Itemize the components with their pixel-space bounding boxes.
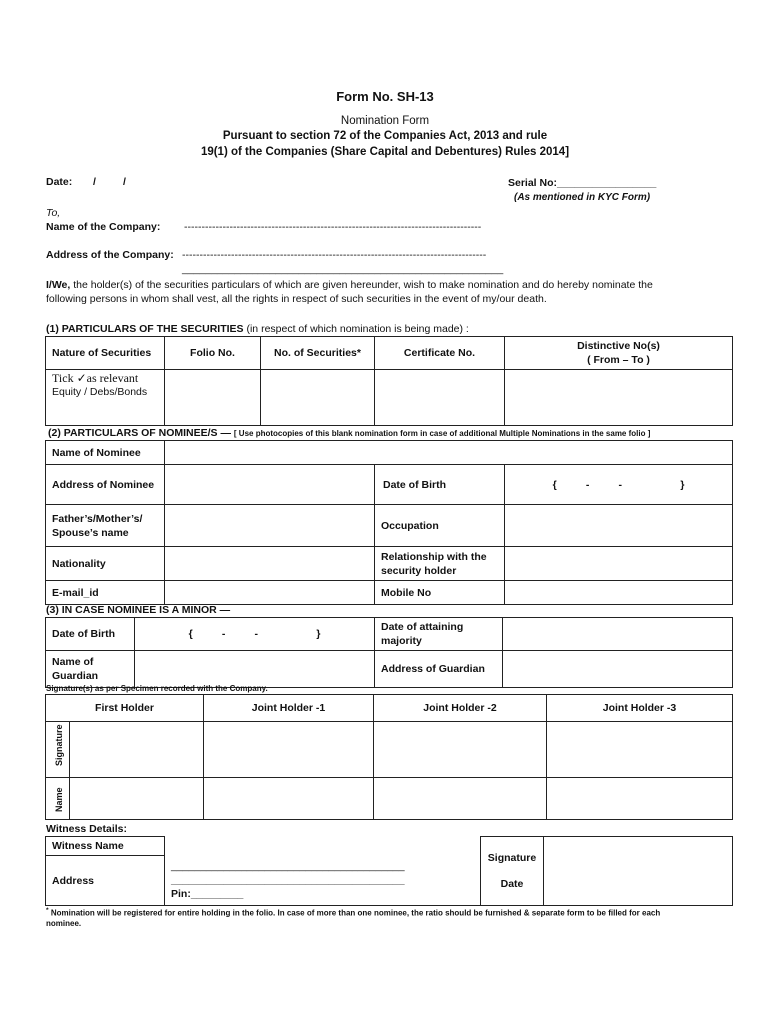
joint-holder-1-name[interactable]	[204, 778, 374, 820]
serial-number-field[interactable]: Serial No:_________________	[508, 177, 657, 189]
witness-name-input[interactable]	[165, 837, 481, 856]
minor-majority-line2: majority	[381, 635, 422, 647]
date-label: Date:	[46, 176, 73, 188]
company-address-field-2[interactable]: _______________________________________________________	[182, 263, 504, 275]
nominee-relationship-line2: security holder	[381, 564, 457, 577]
first-holder-name[interactable]	[70, 778, 204, 820]
form-subtitle-line1: Pursuant to section 72 of the Companies Act, 2013 and rule	[222, 130, 548, 142]
declaration-bold: I/We,	[46, 279, 71, 291]
joint-holder-1-signature[interactable]	[204, 722, 374, 778]
col-distinctive-no	[505, 337, 733, 370]
guardian-name-label	[46, 651, 135, 688]
minor-table	[45, 617, 733, 688]
folio-input-cell[interactable]	[165, 370, 261, 426]
nature-cell	[46, 370, 165, 426]
form-subtitle-line2: 19(1) of the Companies (Share Capital and Debentures) Rules 2014]	[200, 146, 570, 158]
section1-note: (in respect of which nomination is being made) :	[243, 323, 469, 335]
nominee-dob-input[interactable]: { - - }	[505, 465, 733, 505]
footnote-star: *	[46, 907, 49, 914]
witness-signature-label: Signature	[487, 852, 537, 864]
signature-table	[45, 694, 733, 820]
guardian-address-label: Address of Guardian	[375, 651, 503, 688]
joint-holder-3-header: Joint Holder -3	[547, 695, 733, 722]
declaration-text-2: following persons in whom shall vest, all the rights in respect of such securities in the event of my/our death.	[46, 293, 547, 305]
nominee-nationality-label: Nationality	[46, 547, 165, 581]
nominee-relationship-label	[375, 547, 505, 581]
guardian-name-line1: Name of	[52, 656, 94, 668]
section1-heading	[46, 323, 469, 335]
nominee-address-input[interactable]	[165, 465, 375, 505]
witness-signature-input[interactable]	[544, 837, 733, 906]
nominee-name-input[interactable]	[165, 441, 733, 465]
declaration-rest: the holder(s) of the securities particulars of which are given hereunder, wish to make nomination and do hereby nominate the	[70, 279, 653, 291]
col-no-of-securities: No. of Securities*	[261, 337, 375, 370]
section2-title: (2) PARTICULARS OF NOMINEE/S —	[48, 427, 231, 439]
joint-holder-3-signature[interactable]	[547, 722, 733, 778]
footnote-text: Nomination will be registered for entire holding in the folio. In case of more than one nominee, the ratio should be furnished & separate form to be filled for each	[48, 908, 661, 918]
serial-note: (As mentioned in KYC Form)	[514, 192, 651, 203]
joint-holder-2-header: Joint Holder -2	[374, 695, 547, 722]
minor-majority-input[interactable]	[503, 618, 733, 651]
col-folio-no: Folio No.	[165, 337, 261, 370]
first-holder-header: First Holder	[46, 695, 204, 722]
nominee-name-label: Name of Nominee	[46, 441, 165, 465]
footnote-line2: nominee.	[46, 919, 82, 928]
minor-dob-label: Date of Birth	[46, 618, 135, 651]
signature-caption: Signature(s) as per Specimen recorded with the Company.	[46, 684, 268, 693]
section2-note: [ Use photocopies of this blank nomination form in case of additional Multiple Nominations in the same folio ]	[233, 429, 651, 438]
nominee-father-label	[46, 505, 165, 547]
form-title: Nomination Form	[340, 115, 430, 127]
certificate-input-cell[interactable]	[375, 370, 505, 426]
section1-title: (1) PARTICULARS OF THE SECURITIES	[46, 323, 244, 335]
witness-heading: Witness Details:	[46, 823, 128, 835]
witness-signature-date-label	[481, 837, 544, 906]
nominee-relationship-input[interactable]	[505, 547, 733, 581]
declaration-text	[46, 279, 736, 291]
col-distinctive-line2: ( From – To )	[587, 354, 650, 366]
nominee-father-line2: Spouse’s name	[52, 526, 129, 539]
distinctive-input-cell[interactable]	[505, 370, 733, 426]
company-name-label: Name of the Company:	[46, 221, 161, 233]
witness-name-label: Witness Name	[46, 837, 165, 856]
nominee-table	[45, 440, 733, 605]
securities-count-input-cell[interactable]	[261, 370, 375, 426]
nominee-nationality-input[interactable]	[165, 547, 375, 581]
col-distinctive-line1: Distinctive No(s)	[577, 340, 660, 352]
nominee-mobile-input[interactable]	[505, 581, 733, 605]
company-name-field[interactable]: -------------------------------------------------------------------------------------	[184, 221, 482, 233]
nominee-occupation-input[interactable]	[505, 505, 733, 547]
minor-majority-label	[375, 618, 503, 651]
signature-row-text: Signature	[54, 724, 64, 766]
minor-majority-line1: Date of attaining	[381, 621, 464, 633]
minor-dob-input[interactable]: { - - }	[135, 618, 375, 651]
company-address-label: Address of the Company:	[46, 249, 174, 261]
witness-address-line1[interactable]: ________________________________________	[171, 860, 405, 873]
name-row-label	[46, 778, 70, 820]
date-separator: /	[93, 176, 96, 188]
witness-date-label: Date	[500, 878, 524, 890]
nominee-address-label: Address of Nominee	[46, 465, 165, 505]
joint-holder-2-name[interactable]	[374, 778, 547, 820]
nominee-email-input[interactable]	[165, 581, 375, 605]
guardian-address-input[interactable]	[503, 651, 733, 688]
witness-address-label: Address	[46, 856, 165, 906]
section3-heading: (3) IN CASE NOMINEE IS A MINOR —	[46, 604, 231, 616]
tick-label: Tick ✓as relevant	[52, 371, 139, 385]
section2-heading	[48, 427, 650, 439]
form-number: Form No. SH-13	[336, 89, 434, 104]
first-holder-signature[interactable]	[70, 722, 204, 778]
guardian-name-input[interactable]	[135, 651, 375, 688]
nominee-father-input[interactable]	[165, 505, 375, 547]
name-row-text: Name	[54, 787, 64, 812]
joint-holder-1-header: Joint Holder -1	[204, 695, 374, 722]
signature-row-label	[46, 722, 70, 778]
nominee-mobile-label: Mobile No	[375, 581, 505, 605]
nominee-dob-label: Date of Birth	[375, 465, 505, 505]
guardian-name-line2: Guardian	[52, 670, 99, 682]
footnote	[46, 907, 660, 918]
col-certificate-no: Certificate No.	[375, 337, 505, 370]
nominee-email-label: E-mail_id	[46, 581, 165, 605]
nominee-occupation-label: Occupation	[375, 505, 505, 547]
witness-address-input[interactable]	[165, 856, 481, 906]
witness-table	[45, 836, 733, 906]
equity-option[interactable]: Equity / Debs/Bonds	[52, 386, 148, 398]
joint-holder-3-name[interactable]	[547, 778, 733, 820]
company-address-field[interactable]: ---------------------------------------------------------------------------------------	[182, 249, 487, 261]
col-nature-of-securities: Nature of Securities	[46, 337, 165, 370]
witness-address-line2[interactable]: ________________________________________ Pin:_________	[171, 874, 405, 901]
to-label: To,	[46, 207, 61, 219]
securities-table	[45, 336, 733, 426]
nominee-father-line1: Father’s/Mother’s/	[52, 512, 143, 525]
nominee-relationship-line1: Relationship with the	[381, 550, 487, 563]
joint-holder-2-signature[interactable]	[374, 722, 547, 778]
date-separator: /	[123, 176, 126, 188]
